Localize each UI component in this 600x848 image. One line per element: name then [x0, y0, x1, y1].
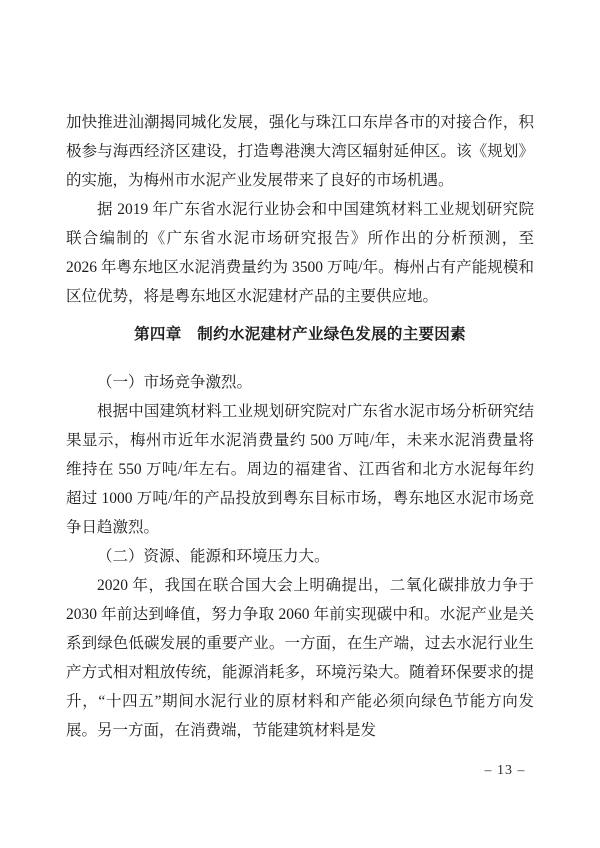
- body-paragraph: 据 2019 年广东省水泥行业协会和中国建筑材料工业规划研究院联合编制的《广东省水泥市场研究报告》所作出的分析预测，至 2026 年粤东地区水泥消费量约为 3500 万吨/年。梅州占有产能规模和区位优势，将是粤东地区水泥建材产品的主要供应地。: [66, 201, 534, 305]
- body-paragraph: 加快推进汕潮揭同城化发展，强化与珠江口东岸各市的对接合作，积极参与海西经济区建设，打造粤港澳大湾区辐射延伸区。该《规划》的实施，为梅州市水泥产业发展带来了良好的市场机遇。: [66, 114, 534, 189]
- document-text-block: [66, 108, 534, 745]
- chapter-heading: 第四章 制约水泥建材产业绿色发展的主要因素: [134, 326, 466, 343]
- section-heading-2: （二）资源、能源和环境压力大。: [97, 548, 330, 565]
- section-heading-1: （一）市场竞争激烈。: [97, 374, 253, 391]
- body-paragraph: 2020 年，我国在联合国大会上明确提出，二氧化碳排放力争于 2030 年前达到峰值，努力争取 2060 年前实现碳中和。水泥产业是关系到绿色低碳发展的重要产业。一方面，在生产端，过去水泥行业生产方式相对粗放传统，能源消耗多，环境污染大。随着环保要求的提升，“十四五”期间水泥行业的原材料和产能必须向绿色节能方向发展。另一方面，在消费端，节能建筑材料是发: [66, 577, 534, 739]
- body-paragraph: 根据中国建筑材料工业规划研究院对广东省水泥市场分析研究结果显示，梅州市近年水泥消费量约 500 万吨/年，未来水泥消费量将维持在 550 万吨/年左右。周边的福建省、江西省和北方水泥每年约超过 1000 万吨/年的产品投放到粤东目标市场，粤东地区水泥市场竞争日趋激烈。: [66, 403, 534, 536]
- page-number: – 13 –: [484, 763, 526, 778]
